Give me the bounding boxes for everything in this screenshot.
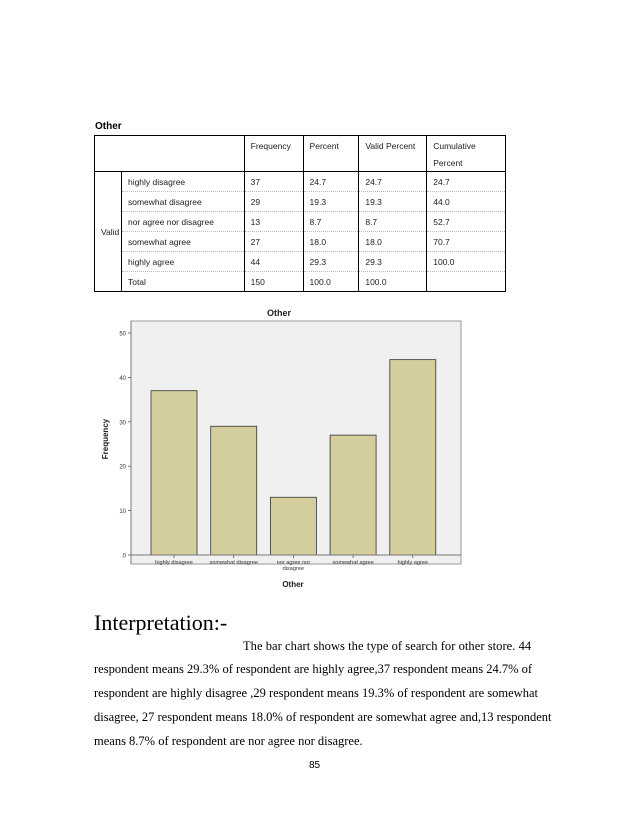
bar xyxy=(390,360,436,555)
table-corner xyxy=(95,136,245,172)
row-label: somewhat agree xyxy=(121,232,244,252)
row-frequency: 150 xyxy=(244,272,303,292)
row-percent: 8.7 xyxy=(303,212,359,232)
chart-ylabel: Frequency xyxy=(101,418,110,460)
header-valid-percent: Valid Percent xyxy=(359,136,427,156)
frequency-table xyxy=(94,135,506,292)
bar xyxy=(211,426,257,555)
x-tick-label: disagree xyxy=(282,566,305,572)
bar xyxy=(330,435,376,555)
row-valid-percent: 24.7 xyxy=(359,172,427,192)
row-percent: 18.0 xyxy=(303,232,359,252)
table-title: Other xyxy=(95,121,122,132)
interpretation-line: The bar chart shows the type of search for other store. 44 xyxy=(243,639,532,653)
header-cumulative: Cumulative xyxy=(427,136,506,156)
page-number: 85 xyxy=(309,760,321,771)
row-cumulative: 44.0 xyxy=(427,192,506,212)
row-frequency: 44 xyxy=(244,252,303,272)
row-percent: 29.3 xyxy=(303,252,359,272)
table-row xyxy=(95,252,506,272)
interpretation-line: disagree, 27 respondent means 18.0% of respondent are somewhat agree and,13 respondent xyxy=(94,710,552,724)
row-cumulative: 70.7 xyxy=(427,232,506,252)
chart-xlabel: Other xyxy=(282,580,304,589)
interpretation-line: means 8.7% of respondent are nor agree nor disagree. xyxy=(94,734,363,748)
row-percent: 24.7 xyxy=(303,172,359,192)
header-frequency: Frequency xyxy=(244,136,303,156)
table-row xyxy=(95,192,506,212)
table-row xyxy=(95,232,506,252)
x-tick-label: somewhat disagree xyxy=(209,560,258,566)
header-blank xyxy=(303,155,359,172)
row-frequency: 29 xyxy=(244,192,303,212)
row-percent: 100.0 xyxy=(303,272,359,292)
y-tick-label: 10 xyxy=(119,509,126,516)
x-tick-label: somewhat agree xyxy=(332,560,374,566)
row-label: highly disagree xyxy=(121,172,244,192)
interpretation-heading: Interpretation:- xyxy=(94,610,228,635)
table-row-total xyxy=(95,272,506,292)
header-blank xyxy=(359,155,427,172)
header-blank xyxy=(244,155,303,172)
header-percent: Percent xyxy=(303,136,359,156)
chart-svg xyxy=(97,304,467,594)
row-percent: 19.3 xyxy=(303,192,359,212)
row-cumulative xyxy=(427,272,506,292)
row-label: highly agree xyxy=(121,252,244,272)
row-cumulative: 24.7 xyxy=(427,172,506,192)
row-cumulative: 100.0 xyxy=(427,252,506,272)
group-label-valid: Valid xyxy=(95,172,122,292)
header-cumulative-percent: Percent xyxy=(427,155,506,172)
bar xyxy=(270,497,316,555)
interpretation-line: respondent means 29.3% of respondent are highly agree,37 respondent means 24.7% of xyxy=(94,662,533,676)
x-tick-label: highly agree xyxy=(397,560,429,566)
row-valid-percent: 19.3 xyxy=(359,192,427,212)
y-tick-label: 20 xyxy=(119,464,126,471)
bar-chart xyxy=(97,304,467,594)
x-tick-label: highly disagree xyxy=(155,560,193,566)
table-row xyxy=(95,172,506,192)
row-label: Total xyxy=(121,272,244,292)
y-tick-label: 50 xyxy=(119,331,126,338)
table-row xyxy=(95,212,506,232)
row-valid-percent: 29.3 xyxy=(359,252,427,272)
row-valid-percent: 18.0 xyxy=(359,232,427,252)
y-tick-label: 40 xyxy=(119,375,126,382)
y-tick-label: 0 xyxy=(122,553,126,560)
row-label: nor agree nor disagree xyxy=(121,212,244,232)
row-valid-percent: 8.7 xyxy=(359,212,427,232)
y-tick-label: 30 xyxy=(119,420,126,427)
row-frequency: 13 xyxy=(244,212,303,232)
x-tick-label: nor agree nor xyxy=(276,560,311,566)
row-valid-percent: 100.0 xyxy=(359,272,427,292)
row-cumulative: 52.7 xyxy=(427,212,506,232)
chart-title: Other xyxy=(266,308,292,318)
interpretation-line: respondent are highly disagree ,29 respondent means 19.3% of respondent are somewhat xyxy=(94,686,538,700)
row-frequency: 27 xyxy=(244,232,303,252)
row-frequency: 37 xyxy=(244,172,303,192)
bar xyxy=(151,391,197,555)
row-label: somewhat disagree xyxy=(121,192,244,212)
